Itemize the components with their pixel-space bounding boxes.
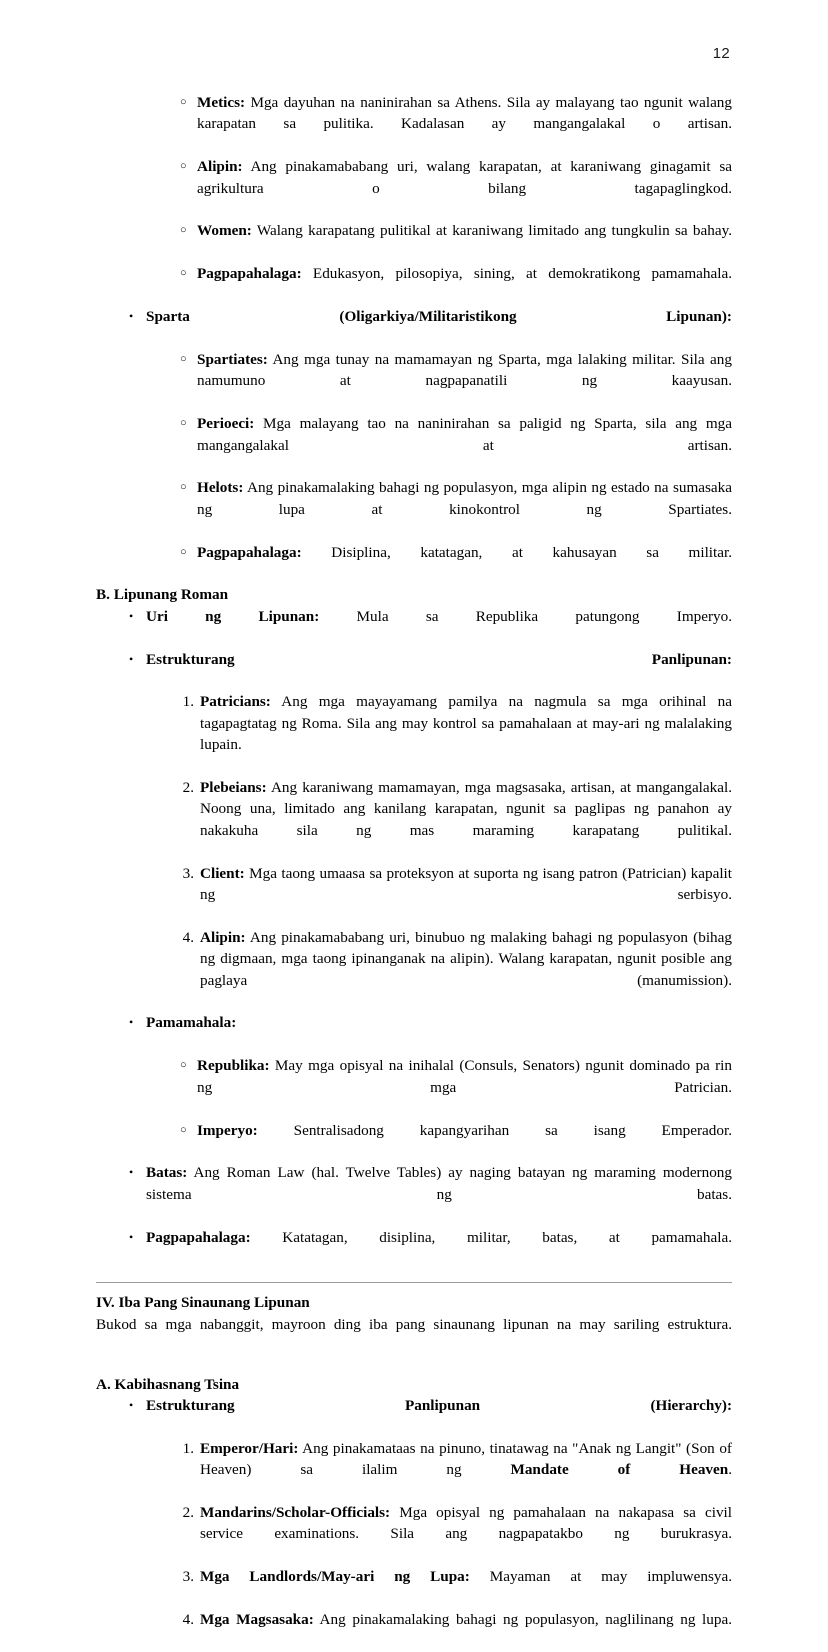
term-description: Mayaman at may impluwensya.: [469, 1568, 733, 1586]
term-label: Alipin:: [197, 158, 243, 176]
list-item-alipin-roman: [96, 927, 732, 1013]
list-item-text: [197, 263, 732, 306]
list-item-text: [197, 542, 732, 585]
list-item-text: [197, 156, 732, 220]
term-label: Client:: [200, 864, 245, 882]
list-item-alipin-athens: [96, 156, 732, 220]
circle-bullet-icon: ○: [180, 224, 187, 237]
list-item-uri-ng-lipunan: [96, 606, 732, 649]
term-label: Mga Landlords/May-ari ng Lupa:: [200, 1568, 470, 1586]
list-number: 1.: [182, 693, 194, 711]
term-label: Perioeci:: [197, 415, 255, 433]
bullet-icon: •: [129, 1229, 134, 1244]
term-description: Walang karapatang pulitikal at karaniwang limitado ang tungkulin sa bahay.: [251, 222, 732, 240]
list-item-text: [200, 927, 732, 1013]
term-label: Pagpapahalaga:: [197, 265, 302, 283]
term-label: Uri ng Lipunan:: [146, 607, 320, 625]
page-number: 12: [712, 45, 730, 62]
list-item-imperyo: [96, 1120, 732, 1163]
circle-bullet-icon: ○: [180, 160, 187, 173]
spacer: [96, 1357, 732, 1374]
list-item-text: [197, 92, 732, 156]
list-item-sparta-heading: [96, 306, 732, 349]
term-description: Mga malayang tao na naninirahan sa paligid ng Sparta, sila ang mga mangangalakal at artisan.: [197, 415, 732, 454]
bullet-icon: •: [129, 1397, 134, 1412]
term-label: Helots:: [197, 479, 244, 497]
term-description: Katatagan, disiplina, militar, batas, at pamamahala.: [250, 1228, 732, 1246]
circle-bullet-icon: ○: [180, 352, 187, 365]
term-label: Republika:: [197, 1057, 270, 1075]
list-item-perioeci: [96, 413, 732, 477]
circle-bullet-icon: ○: [180, 417, 187, 430]
circle-bullet-icon: ○: [180, 481, 187, 494]
section-heading-iv: IV. Iba Pang Sinaunang Lipunan: [96, 1294, 310, 1312]
term-description: Edukasyon, pilosopiya, sining, at demokratikong pamamahala.: [301, 265, 732, 283]
list-item-text: [200, 863, 732, 927]
term-description-end: .: [728, 1461, 732, 1479]
term-label: Pagpapahalaga:: [197, 543, 302, 561]
term-description: Mga dayuhan na naninirahan sa Athens. Sila ay malayang tao ngunit walang karapatan sa pulitika. Kadalasan ay mangangalakal o artisan.: [197, 94, 732, 133]
term-label: Imperyo:: [197, 1121, 258, 1139]
list-item-text: [200, 1566, 732, 1609]
list-item-text: Estrukturang Panlipunan (Hierarchy):: [146, 1396, 732, 1414]
list-item-text: [146, 1227, 732, 1270]
term-description: Ang pinakamalaking bahagi ng populasyon, naglilinang ng lupa.: [313, 1611, 732, 1629]
list-item-text: Sparta (Oligarkiya/Militaristikong Lipunan):: [146, 308, 732, 326]
term-description: Mula sa Republika patungong Imperyo.: [319, 607, 733, 625]
term-description: Ang karaniwang mamamayan, mga magsasaka, artisan, at mangangalakal. Noong una, limitado ang kanilang karapatan, ngunit sa paglipas ng panahon ay nakakuha sila ng mas maraming karapatang pulitikal.: [200, 779, 732, 839]
list-item-women: [96, 220, 732, 263]
term-label: Metics:: [197, 94, 246, 111]
circle-bullet-icon: ○: [180, 267, 187, 280]
term-label: Emperor/Hari:: [200, 1439, 299, 1457]
list-item-patricians: [96, 691, 732, 777]
list-item-text: [200, 1438, 732, 1502]
term-label: Plebeians:: [200, 779, 267, 796]
document-content: [96, 92, 732, 1652]
list-item-text: [197, 349, 732, 413]
circle-bullet-icon: ○: [180, 545, 187, 558]
list-number: 3.: [182, 1568, 194, 1586]
term-description: Mga taong umaasa sa proteksyon at suporta ng isang patron (Patrician) kapalit ng serbisyo.: [200, 864, 732, 904]
emphasis-mandate-of-heaven: Mandate of Heaven: [510, 1461, 729, 1479]
list-number: 1.: [182, 1439, 194, 1457]
list-item-text: [200, 1609, 732, 1652]
term-description: Ang mga mayayamang pamilya na nagmula sa mga orihinal na tagapagtatag ng Roma. Sila ang may kontrol sa pamahalaan at may-ari ng malalaking lupain.: [200, 693, 732, 754]
list-number: 2.: [182, 1504, 194, 1521]
term-label: Pagpapahalaga:: [146, 1228, 251, 1246]
term-label: Mandarins/Scholar-Officials:: [200, 1504, 391, 1521]
circle-bullet-icon: ○: [180, 1123, 187, 1136]
list-item-text: [197, 413, 732, 477]
list-item-text: [197, 1055, 732, 1119]
list-item-republika: [96, 1055, 732, 1119]
list-item-plebeians: [96, 777, 732, 863]
list-number: 4.: [182, 1611, 194, 1629]
term-label: Spartiates:: [197, 350, 268, 368]
term-description: Mga opisyal ng pamahalaan na nakapasa sa civil service examinations. Sila ang nagpapatakbo ng burukrasya.: [200, 1504, 732, 1543]
section-heading-b: B. Lipunang Roman: [96, 586, 229, 604]
list-item-pagpapahalaga-athens: [96, 263, 732, 306]
term-description: Ang pinakamababang uri, walang karapatan, at karaniwang ginagamit sa agrikultura o bilang tagapaglingkod.: [197, 158, 732, 197]
list-item-estrukturang-panlipunan-china: [96, 1395, 732, 1438]
term-label: Mga Magsasaka:: [200, 1611, 314, 1629]
list-item-spartiates: [96, 349, 732, 413]
bullet-icon: •: [129, 608, 134, 623]
term-label: Women:: [197, 222, 252, 240]
section-iv-intro-paragraph: Bukod sa mga nabanggit, mayroon ding iba pang sinaunang lipunan na may sariling estruktura.: [96, 1315, 732, 1333]
bullet-icon: •: [129, 1015, 134, 1030]
list-item-text: [197, 1120, 732, 1163]
term-description: Ang pinakamataas na pinuno, tinatawag na "Anak ng Langit" (Son of Heaven) sa ilalim ng: [200, 1439, 732, 1479]
list-item-pamamahala-heading: [96, 1012, 732, 1055]
list-item-text: [197, 477, 732, 541]
list-item-text: [200, 777, 732, 863]
list-item-text: Estrukturang Panlipunan:: [146, 650, 732, 668]
circle-bullet-icon: ○: [180, 96, 187, 108]
term-description: Ang mga tunay na mamamayan ng Sparta, mga lalaking militar. Sila ang namumuno at nagpapanatili ng kaayusan.: [197, 350, 732, 390]
list-item-magsasaka: [96, 1609, 732, 1652]
list-item-client: [96, 863, 732, 927]
term-description: Ang pinakamalaking bahagi ng populasyon, mga alipin ng estado na sumasaka ng lupa at kinokontrol ng Spartiates.: [197, 479, 732, 518]
list-item-helots: [96, 477, 732, 541]
list-number: 3.: [182, 864, 194, 882]
list-item-emperor-hari: [96, 1438, 732, 1502]
term-label: Patricians:: [200, 693, 271, 711]
list-item-text: [200, 691, 732, 777]
list-item-pagpapahalaga-roman: [96, 1227, 732, 1270]
list-item-text: [200, 1502, 732, 1566]
term-label: Batas:: [146, 1164, 188, 1182]
list-item-mandarins: [96, 1502, 732, 1566]
list-item-text: [197, 220, 732, 263]
list-item-text: Pamamahala:: [146, 1014, 237, 1032]
bullet-icon: •: [129, 651, 134, 666]
list-item-text: [146, 606, 732, 649]
list-item-text: [146, 1162, 732, 1226]
list-item-batas: [96, 1162, 732, 1226]
list-item-landlords: [96, 1566, 732, 1609]
list-number: 2.: [182, 779, 194, 796]
section-divider: [96, 1282, 732, 1283]
term-description: Ang pinakamababang uri, binubuo ng malaking bahagi ng populasyon (bihag ng digmaan, mga taong ipinanganak na alipin). Walang karapatan, ngunit posible ang paglaya (manumission).: [200, 928, 732, 989]
term-description: Disiplina, katatagan, at kahusayan sa militar.: [301, 543, 732, 561]
list-item-pagpapahalaga-sparta: [96, 542, 732, 585]
circle-bullet-icon: ○: [180, 1059, 187, 1072]
list-number: 4.: [182, 928, 194, 946]
term-description: May mga opisyal na inihalal (Consuls, Senators) ngunit dominado pa rin ng mga Patrician.: [197, 1057, 732, 1096]
bullet-icon: •: [129, 1165, 134, 1180]
section-heading-a-china: A. Kabihasnang Tsina: [96, 1375, 240, 1393]
list-item-estrukturang-panlipunan-roman: [96, 649, 732, 692]
bullet-icon: •: [129, 309, 134, 324]
term-description: Ang Roman Law (hal. Twelve Tables) ay naging batayan ng maraming modernong sistema ng batas.: [146, 1164, 732, 1203]
term-label: Alipin:: [200, 928, 246, 946]
list-item-metics: [96, 92, 732, 156]
term-description: Sentralisadong kapangyarihan sa isang Emperador.: [257, 1121, 732, 1139]
